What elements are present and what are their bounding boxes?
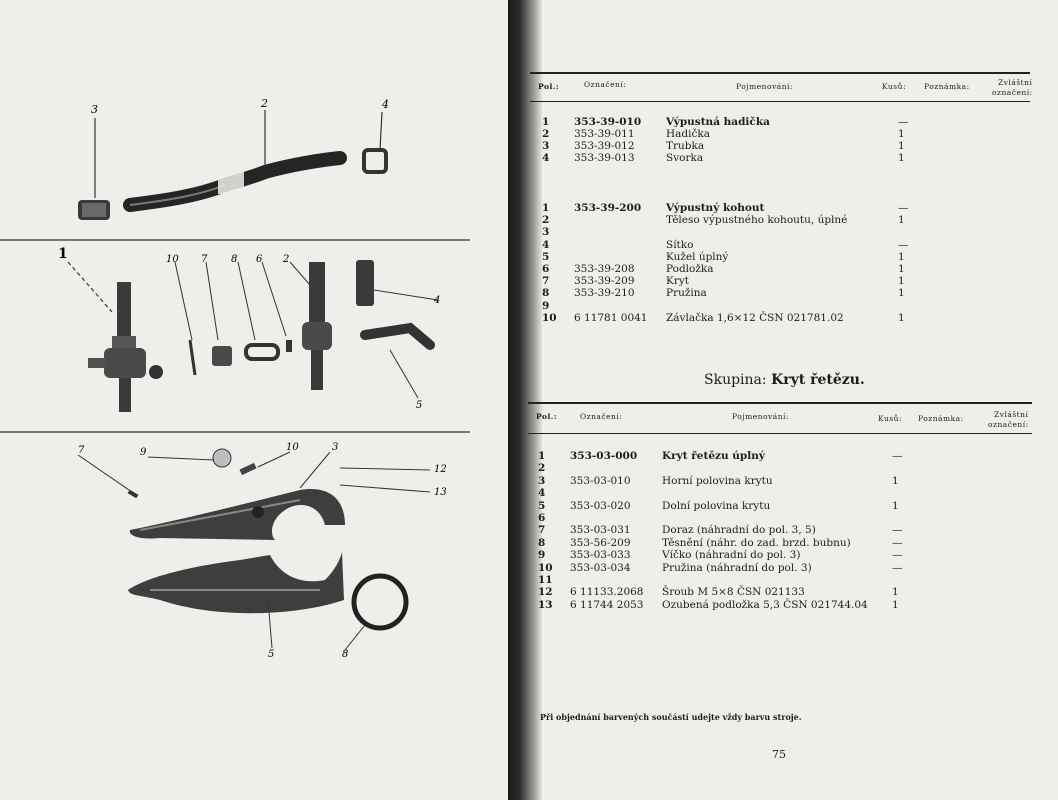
figure-chain-guard <box>78 442 447 660</box>
pol-number: 2 <box>542 214 550 227</box>
fig3-label-7: 7 <box>78 445 85 456</box>
pol-number: 4 <box>542 152 550 164</box>
part-qty: — <box>892 524 903 537</box>
pol-number: 3 <box>542 140 550 152</box>
fig2-label-10: 10 <box>166 254 179 265</box>
page-number: 75 <box>772 748 786 761</box>
pol-number: 5 <box>542 250 550 263</box>
fig1-label-3: 3 <box>91 103 98 116</box>
book-gutter <box>508 0 542 800</box>
part-code: 353-03-010 <box>570 474 631 487</box>
fig3-label-12: 12 <box>434 464 447 475</box>
part-name: Podložka <box>666 263 714 275</box>
part-code: 353-39-210 <box>574 287 635 300</box>
table1-top-rule <box>530 72 1030 74</box>
part-code: 353-03-031 <box>570 524 631 537</box>
part-qty: 1 <box>898 311 905 324</box>
hdr-pol: Pol.: <box>538 82 560 91</box>
pol-number: 12 <box>538 586 553 599</box>
pol-number: 1 <box>542 116 550 128</box>
part-qty: 1 <box>892 499 899 512</box>
part-qty: 1 <box>892 586 899 599</box>
hdr3-zvlastni: Zvláštní <box>994 410 1029 419</box>
hdr3-oznaceni-2: označení: <box>988 420 1029 429</box>
part-qty: 1 <box>892 474 899 487</box>
hdr-pojmenovani: Pojmenování: <box>736 82 793 91</box>
hdr-poznamka: Poznámka: <box>924 82 970 91</box>
part-name: Sítko <box>666 238 694 251</box>
hdr3-poznamka: Poznámka: <box>918 414 964 423</box>
fig2-label-6: 6 <box>256 254 263 265</box>
hdr3-pol: Pol.: <box>536 412 558 421</box>
part-name: Kryt <box>666 275 690 288</box>
pol-number: 7 <box>538 524 546 537</box>
figure-drain-hose <box>78 97 389 220</box>
pol-number: 6 <box>538 512 546 524</box>
pol-number: 11 <box>538 574 553 586</box>
part-qty: 1 <box>898 140 905 152</box>
fig1-label-2: 2 <box>261 97 268 110</box>
fig2-label-7: 7 <box>201 254 208 265</box>
part-code: 353-03-033 <box>570 549 631 562</box>
part-code: 353-39-209 <box>574 275 635 288</box>
part-name: Pružina <box>666 287 707 300</box>
hdr-oznaceni-2: označení: <box>992 88 1033 97</box>
pol-number: 3 <box>542 226 550 239</box>
pol-number: 1 <box>542 202 550 214</box>
part-qty: 1 <box>898 275 905 288</box>
pol-number: 6 <box>542 263 550 275</box>
part-name: Těsnění (náhr. do zad. brzd. bubnu) <box>662 536 851 549</box>
pol-number: 13 <box>538 598 553 611</box>
part-name: Svorka <box>666 152 704 164</box>
group-name: Kryt řetězu. <box>771 372 865 388</box>
part-qty: 1 <box>898 152 905 164</box>
pol-number: 10 <box>538 561 553 574</box>
part-name: Hadička <box>666 128 710 140</box>
part-qty: 1 <box>898 263 905 275</box>
part-name: Kužel úplný <box>666 250 729 263</box>
fig3-label-9: 9 <box>140 447 147 458</box>
part-code: 6 11744 2053 <box>570 598 644 611</box>
part-name: Závlačka 1,6×12 ČSN 021781.02 <box>666 311 844 324</box>
part-code: 353-39-013 <box>574 152 635 164</box>
pol-number: 7 <box>542 275 550 288</box>
figure-drain-valve <box>58 246 440 412</box>
part-code: 353-56-209 <box>570 536 631 549</box>
part-qty: — <box>898 116 909 128</box>
footer-note: Při objednání barvených součástí udejte vždy barvu stroje. <box>540 712 802 722</box>
part-qty: — <box>892 561 903 574</box>
part-name: Doraz (náhradní do pol. 3, 5) <box>662 524 816 537</box>
part-code: 353-39-200 <box>574 202 642 214</box>
pol-number: 1 <box>538 450 546 462</box>
pol-number: 8 <box>538 536 546 549</box>
part-name: Pružina (náhradní do pol. 3) <box>662 561 812 574</box>
pol-number: 9 <box>542 299 550 312</box>
part-code: 353-03-034 <box>570 561 631 574</box>
fig2-label-5: 5 <box>416 400 423 411</box>
parts-illustration <box>0 0 508 800</box>
part-qty: — <box>892 549 903 562</box>
fig2-label-4: 4 <box>434 295 441 306</box>
part-code: 353-39-011 <box>574 128 635 140</box>
right-page-parts-list <box>536 0 1058 800</box>
fig1-label-4: 4 <box>382 98 389 111</box>
hdr-oznaceni: Označení: <box>584 80 627 89</box>
part-qty: 1 <box>898 250 905 263</box>
part-name: Dolní polovina krytu <box>662 499 771 512</box>
fig3-label-10: 10 <box>286 442 299 453</box>
table3-top-rule <box>528 402 1032 404</box>
fig3-label-8: 8 <box>342 649 349 660</box>
part-code: 353-39-010 <box>574 116 642 128</box>
part-name: Šroub M 5×8 ČSN 021133 <box>662 586 805 599</box>
fig2-label-2: 2 <box>283 254 290 265</box>
fig2-label-8: 8 <box>231 254 238 265</box>
part-name: Ozubená podložka 5,3 ČSN 021744.04 <box>662 598 868 611</box>
pol-number: 9 <box>538 549 546 562</box>
pol-number: 10 <box>542 311 557 324</box>
part-name: Trubka <box>666 140 705 152</box>
pol-number: 8 <box>542 287 550 300</box>
fig3-label-3: 3 <box>332 442 339 453</box>
part-code: 353-03-020 <box>570 499 631 512</box>
left-page-illustrations <box>0 0 508 800</box>
fig3-label-13: 13 <box>434 487 447 498</box>
part-code: 353-39-012 <box>574 140 635 152</box>
fig2-label-1: 1 <box>58 246 68 262</box>
group-title <box>704 372 865 388</box>
part-qty: 1 <box>898 214 905 227</box>
table1-header-rule <box>530 101 1030 102</box>
part-qty: 1 <box>898 287 905 300</box>
part-name: Výpustná hadička <box>666 116 770 128</box>
pol-number: 3 <box>538 474 546 487</box>
part-name: Horní polovina krytu <box>662 474 773 487</box>
part-code: 353-03-000 <box>570 450 638 462</box>
part-qty: — <box>898 238 909 251</box>
part-qty: — <box>898 202 909 214</box>
hdr-kusu: Kusů: <box>882 82 906 91</box>
hdr3-pojmenovani: Pojmenování: <box>732 412 789 421</box>
pol-number: 5 <box>538 499 546 512</box>
pol-number: 2 <box>542 128 550 140</box>
pol-number: 4 <box>542 238 550 251</box>
hdr3-oznaceni: Označení: <box>580 412 623 421</box>
part-qty: — <box>892 450 903 462</box>
part-code: 353-39-208 <box>574 263 635 275</box>
group-prefix: Skupina: <box>704 372 767 388</box>
part-qty: 1 <box>892 598 899 611</box>
part-qty: 1 <box>898 128 905 140</box>
hdr3-kusu: Kusů: <box>878 414 902 423</box>
part-name: Víčko (náhradní do pol. 3) <box>662 549 801 562</box>
part-name: Kryt řetězu úplný <box>662 450 765 462</box>
part-qty: — <box>892 536 903 549</box>
hdr-zvlastni: Zvláštní <box>998 78 1033 87</box>
pol-number: 4 <box>538 487 546 500</box>
part-code: 6 11781 0041 <box>574 311 648 324</box>
fig3-label-5: 5 <box>268 649 275 660</box>
table3-header-rule <box>528 433 1032 434</box>
part-code: 6 11133.2068 <box>570 586 644 599</box>
pol-number: 2 <box>538 462 546 475</box>
part-name: Výpustný kohout <box>666 202 765 214</box>
part-name: Těleso výpustného kohoutu, úplné <box>666 214 848 227</box>
